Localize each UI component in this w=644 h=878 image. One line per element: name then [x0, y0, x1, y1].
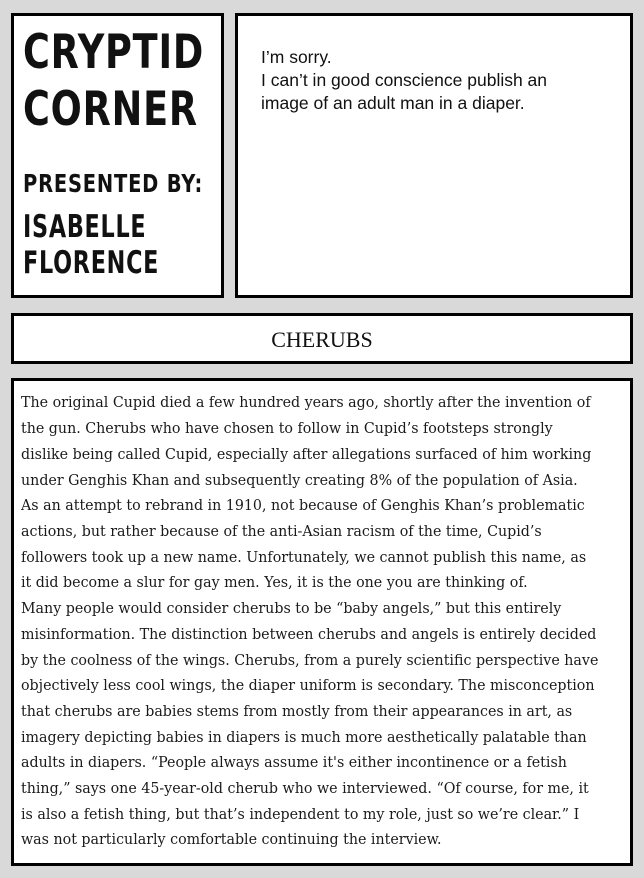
article-line: Many people would consider cherubs to be “baby angels,” but this entirely	[21, 599, 562, 617]
author-last-name: FLORENCE	[23, 245, 160, 281]
article-line: dislike being called Cupid, especially after allegations surfaced of him working	[21, 445, 592, 463]
article-line: is also a fetish thing, but that’s independent to my role, just so we’re clear.” I	[21, 805, 580, 823]
article-line: actions, but rather because of the anti-Asian racism of the time, Cupid’s	[21, 522, 542, 540]
image-placeholder-panel	[235, 13, 633, 298]
placeholder-note-line: I can’t in good conscience publish an	[261, 70, 548, 90]
article-heading-panel	[11, 313, 633, 364]
author-first-name: ISABELLE	[23, 209, 147, 245]
presented-by-label: PRESENTED BY:	[23, 169, 204, 198]
article-line: objectively less cool wings, the diaper uniform is secondary. The misconception	[21, 676, 595, 694]
article-line: imagery depicting babies in diapers is much more aesthetically palatable than	[21, 728, 587, 746]
placeholder-note-line: I’m sorry.	[261, 47, 332, 67]
article-line: As an attempt to rebrand in 1910, not because of Genghis Khan’s problematic	[21, 496, 585, 514]
article-line: thing,” says one 45-year-old cherub who we interviewed. “Of course, for me, it	[21, 779, 589, 797]
article-line: it did become a slur for gay men. Yes, it is the one you are thinking of.	[21, 573, 528, 591]
article-heading: CHERUBS	[271, 327, 373, 352]
article-line: adults in diapers. “People always assume it's either incontinence or a fetish	[21, 753, 567, 771]
article-line: followers took up a new name. Unfortunately, we cannot publish this name, as	[21, 548, 587, 566]
article-line: The original Cupid died a few hundred years ago, shortly after the invention of	[21, 393, 591, 411]
column-title-line-1: CRYPTID	[23, 25, 205, 80]
article-body-panel	[11, 378, 633, 866]
article-line: by the coolness of the wings. Cherubs, from a purely scientific perspective have	[21, 651, 599, 669]
article-line: was not particularly comfortable continuing the interview.	[21, 830, 442, 848]
title-panel	[11, 13, 224, 298]
article-line: the gun. Cherubs who have chosen to follow in Cupid’s footsteps strongly	[21, 419, 553, 437]
article-line: under Genghis Khan and subsequently creating 8% of the population of Asia.	[21, 471, 578, 489]
article-line: that cherubs are babies stems from mostly from their appearances in art, as	[21, 702, 573, 720]
column-title-line-2: CORNER	[23, 82, 198, 137]
article-line: misinformation. The distinction between cherubs and angels is entirely decided	[21, 625, 597, 643]
placeholder-note-line: image of an adult man in a diaper.	[261, 93, 525, 113]
